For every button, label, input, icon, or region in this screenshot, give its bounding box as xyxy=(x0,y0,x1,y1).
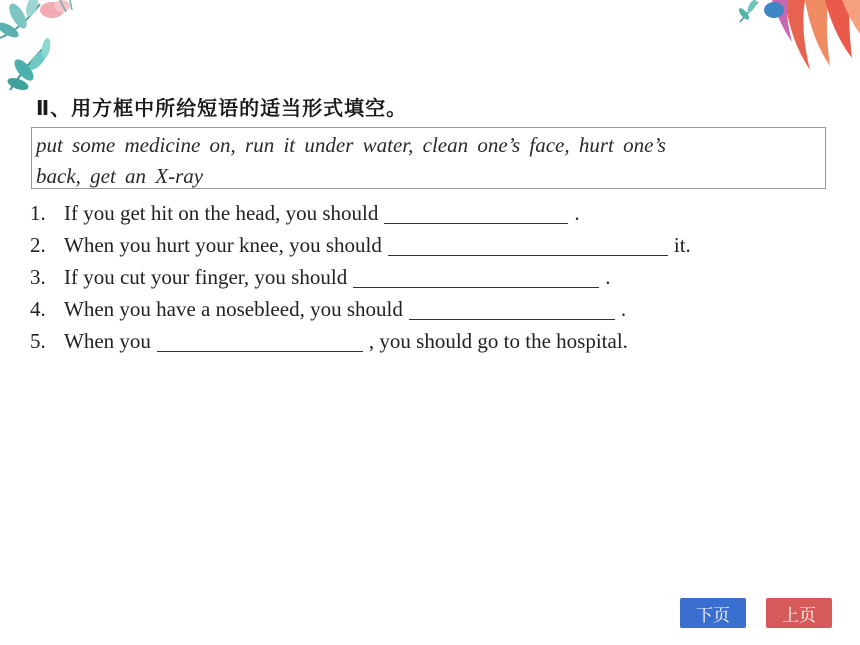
question-suffix: it. xyxy=(673,233,691,257)
question-number: 3. xyxy=(30,265,46,289)
question-text: If you cut your finger, you should xyxy=(64,265,348,289)
question-text: When you xyxy=(64,329,151,353)
section-heading: Ⅱ、用方框中所给短语的适当形式填空。 xyxy=(36,96,408,120)
next-page-button[interactable]: 下页 xyxy=(680,598,746,628)
question-number: 5. xyxy=(30,329,46,353)
answer-blank[interactable] xyxy=(353,269,599,288)
question-suffix: . xyxy=(605,265,611,289)
question-number: 1. xyxy=(30,201,46,225)
phrase-line-1: put some medicine on, run it under water, clean one’s face, hurt one’s xyxy=(36,133,666,157)
question-suffix: . xyxy=(574,201,580,225)
question-3 xyxy=(30,262,830,294)
leaf-branch-icon xyxy=(0,0,90,100)
question-suffix: . xyxy=(620,297,627,321)
question-text: When you hurt your knee, you should xyxy=(64,233,382,257)
question-2 xyxy=(30,230,830,262)
question-1 xyxy=(30,198,830,230)
answer-blank[interactable] xyxy=(157,333,363,352)
question-4 xyxy=(30,294,830,326)
question-list xyxy=(30,198,830,358)
phrase-box xyxy=(31,127,826,189)
question-suffix: , you should go to the hospital. xyxy=(368,329,628,353)
question-text: When you have a nosebleed, you should xyxy=(64,297,403,321)
flower-petals-icon xyxy=(730,0,860,80)
previous-page-button[interactable]: 上页 xyxy=(766,598,832,628)
answer-blank[interactable] xyxy=(388,237,668,256)
answer-blank[interactable] xyxy=(384,205,568,224)
question-number: 4. xyxy=(30,297,46,321)
question-5 xyxy=(30,326,830,358)
question-number: 2. xyxy=(30,233,46,257)
phrase-line-2: back, get an X-ray xyxy=(36,164,204,188)
answer-blank[interactable] xyxy=(409,301,615,320)
question-text: If you get hit on the head, you should xyxy=(64,201,379,225)
